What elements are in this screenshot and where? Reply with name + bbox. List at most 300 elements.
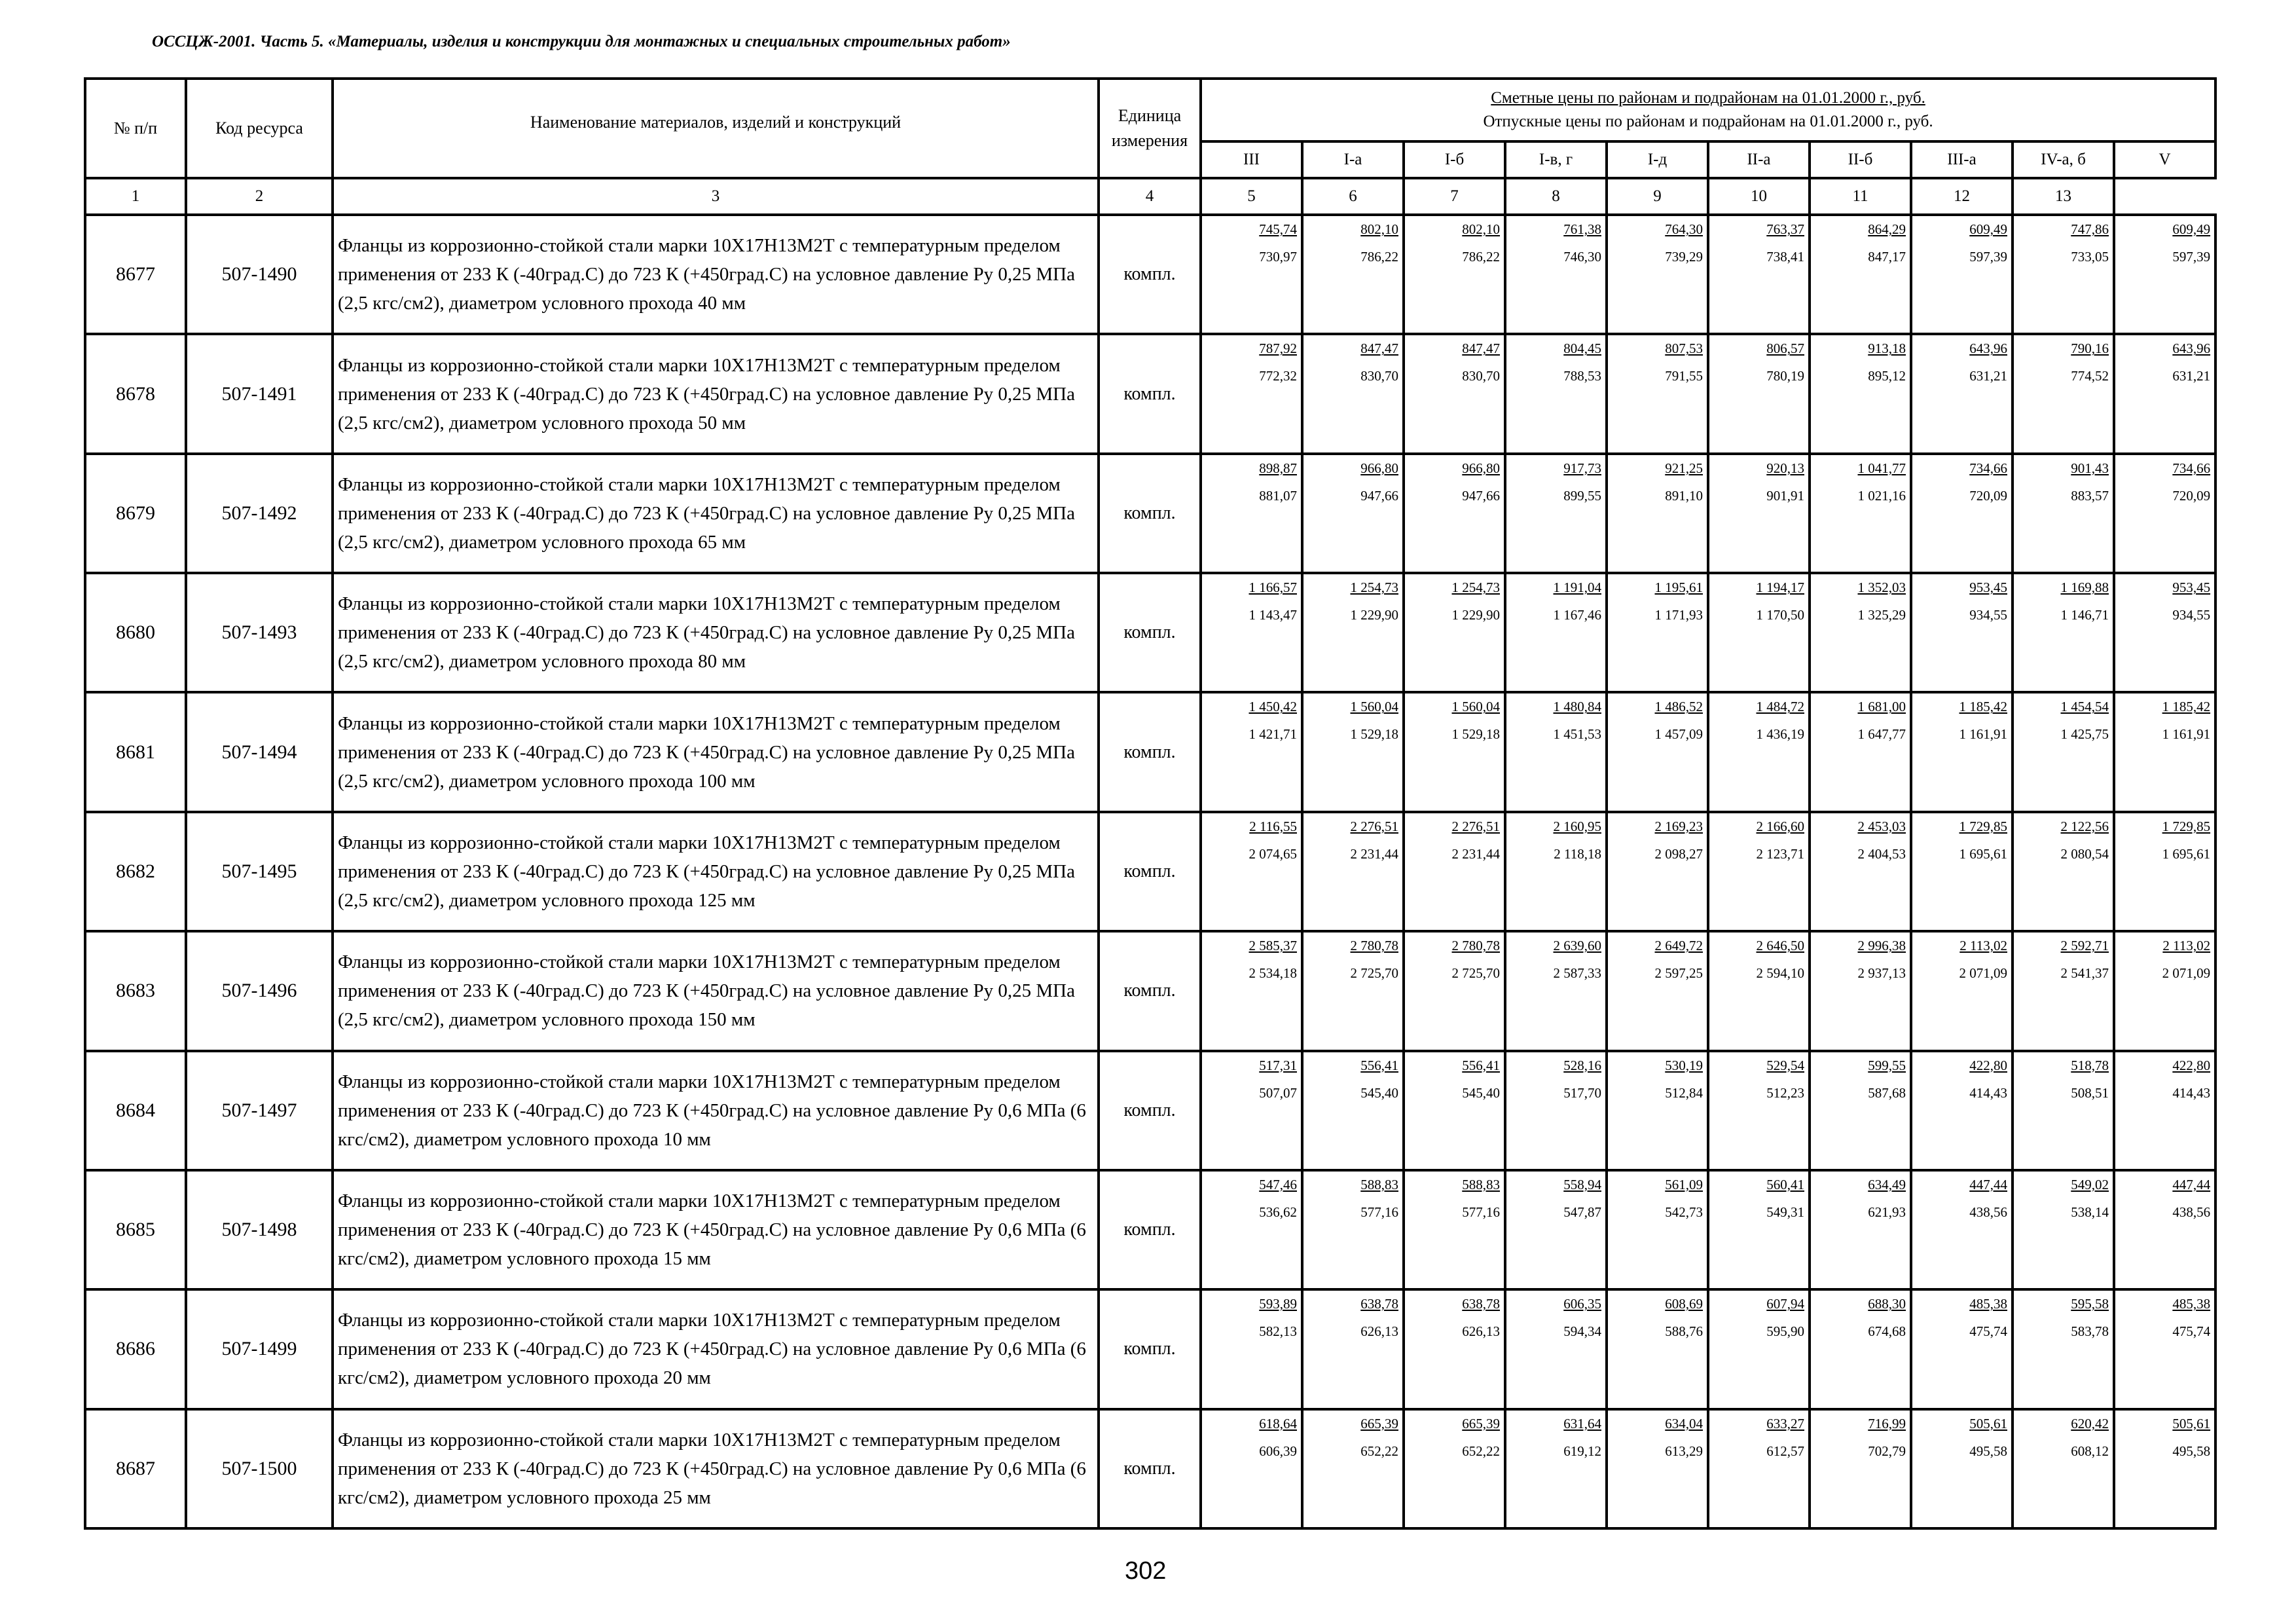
- price-cell: [1810, 692, 1911, 811]
- release-price: 947,66: [1462, 487, 1500, 504]
- price-cell: [1505, 1170, 1607, 1289]
- release-price: 438,56: [1969, 1204, 2007, 1220]
- release-price: 674,68: [1868, 1323, 1906, 1340]
- price-cell: [1607, 1170, 1708, 1289]
- price-table: [84, 77, 2217, 1530]
- resource-code: 507-1490: [186, 215, 333, 334]
- material-name: Фланцы из коррозионно-стойкой стали марки 10Х17Н13М2Т с температурным пределом применения от 233 К (-40град.С) до 723 К (+450град.С) на условное давление Ру 0,25 МПа (2,5 кгс/см2), диаметром условного прохода 150 мм: [333, 931, 1099, 1050]
- resource-code: 507-1499: [186, 1289, 333, 1409]
- unit-of-measure: компл.: [1099, 573, 1201, 692]
- price-cell: [1810, 1170, 1911, 1289]
- estimate-price: 1 254,73: [1350, 580, 1398, 596]
- resource-code: 507-1492: [186, 454, 333, 573]
- release-price: 786,22: [1462, 249, 1500, 265]
- release-price: 547,87: [1563, 1204, 1601, 1220]
- price-cell: [1201, 573, 1302, 692]
- release-price: 730,97: [1259, 249, 1297, 265]
- estimate-price: 966,80: [1360, 460, 1398, 476]
- release-price: 612,57: [1766, 1443, 1804, 1459]
- estimate-price: 549,02: [2071, 1176, 2109, 1192]
- estimate-price: 2 646,50: [1756, 938, 1804, 954]
- release-price: 746,30: [1563, 249, 1601, 265]
- price-cell: [1810, 812, 1911, 931]
- estimate-price: 556,41: [1462, 1057, 1500, 1073]
- row-number: 8686: [85, 1289, 186, 1409]
- release-price: 830,70: [1462, 368, 1500, 384]
- price-cell: [1911, 931, 2013, 1050]
- estimate-price: 953,45: [1969, 580, 2007, 596]
- price-cell: [1607, 931, 1708, 1050]
- release-price: 538,14: [2071, 1204, 2109, 1220]
- estimate-price: 2 780,78: [1451, 938, 1500, 954]
- estimate-price: 620,42: [2071, 1415, 2109, 1431]
- release-price: 720,09: [1969, 487, 2007, 504]
- estimate-price: 966,80: [1462, 460, 1500, 476]
- price-cell: [1607, 454, 1708, 573]
- release-price: 2 725,70: [1350, 965, 1398, 982]
- table-row: [85, 334, 2215, 453]
- release-price: 549,31: [1766, 1204, 1804, 1220]
- resource-code: 507-1497: [186, 1051, 333, 1170]
- estimate-price: 953,45: [2172, 580, 2211, 596]
- material-name: Фланцы из коррозионно-стойкой стали марки 10Х17Н13М2Т с температурным пределом применения от 233 К (-40град.С) до 723 К (+450град.С) на условное давление Ру 0,25 МПа (2,5 кгс/см2), диаметром условного прохода 80 мм: [333, 573, 1099, 692]
- price-cell: [1708, 1170, 1810, 1289]
- estimate-price: 1 169,88: [2060, 580, 2109, 596]
- table-row: [85, 1289, 2215, 1409]
- estimate-price: 1 560,04: [1451, 699, 1500, 715]
- release-price: 1 161,91: [2162, 726, 2211, 743]
- estimate-price: 1 560,04: [1350, 699, 1398, 715]
- header-region: V: [2114, 141, 2215, 178]
- price-cell: [1302, 692, 1404, 811]
- price-cell: [2114, 812, 2215, 931]
- release-price: 619,12: [1563, 1443, 1601, 1459]
- material-name: Фланцы из коррозионно-стойкой стали марки 10Х17Н13М2Т с температурным пределом применения от 233 К (-40град.С) до 723 К (+450град.С) на условное давление Ру 0,25 МПа (2,5 кгс/см2), диаметром условного прохода 100 мм: [333, 692, 1099, 811]
- column-number: 2: [186, 178, 333, 215]
- release-price: 545,40: [1360, 1084, 1398, 1101]
- estimate-price: 2 639,60: [1553, 938, 1601, 954]
- release-price: 652,22: [1360, 1443, 1398, 1459]
- release-price: 883,57: [2071, 487, 2109, 504]
- table-row: [85, 573, 2215, 692]
- estimate-price: 2 113,02: [2162, 938, 2211, 954]
- release-price: 2 074,65: [1248, 845, 1297, 862]
- estimate-price: 745,74: [1259, 221, 1297, 237]
- estimate-price: 2 453,03: [1857, 818, 1906, 834]
- release-price: 1 229,90: [1451, 607, 1500, 623]
- release-price: 901,91: [1766, 487, 1804, 504]
- estimate-price: 631,64: [1563, 1415, 1601, 1431]
- release-price: 606,39: [1259, 1443, 1297, 1459]
- estimate-price: 1 450,42: [1248, 699, 1297, 715]
- release-price: 507,07: [1259, 1084, 1297, 1101]
- release-price: 733,05: [2071, 249, 2109, 265]
- price-cell: [1201, 454, 1302, 573]
- release-price: 542,73: [1665, 1204, 1703, 1220]
- price-cell: [2013, 334, 2114, 453]
- price-cell: [2013, 1409, 2114, 1528]
- price-cell: [1810, 1051, 1911, 1170]
- estimate-price: 2 996,38: [1857, 938, 1906, 954]
- price-cell: [1911, 573, 2013, 692]
- release-price: 438,56: [2172, 1204, 2211, 1220]
- row-number: 8680: [85, 573, 186, 692]
- release-price: 788,53: [1563, 368, 1601, 384]
- estimate-price: 763,37: [1766, 221, 1804, 237]
- estimate-price: 2 122,56: [2060, 818, 2109, 834]
- price-cell: [2013, 1051, 2114, 1170]
- release-price: 2 231,44: [1451, 845, 1500, 862]
- header-prices-estimate: Сметные цены по районам и подрайонам на 01.01.2000 г., руб.: [1491, 89, 1925, 107]
- material-name: Фланцы из коррозионно-стойкой стали марки 10Х17Н13М2Т с температурным пределом применения от 233 К (-40град.С) до 723 К (+450град.С) на условное давление Ру 0,6 МПа (6 кгс/см2), диаметром условного прохода 20 мм: [333, 1289, 1099, 1409]
- price-cell: [1302, 931, 1404, 1050]
- price-cell: [2114, 1170, 2215, 1289]
- release-price: 2 071,09: [2162, 965, 2211, 982]
- estimate-price: 558,94: [1563, 1176, 1601, 1192]
- release-price: 652,22: [1462, 1443, 1500, 1459]
- estimate-price: 1 195,61: [1654, 580, 1703, 596]
- estimate-price: 1 185,42: [2162, 699, 2211, 715]
- release-price: 1 161,91: [1959, 726, 2007, 743]
- unit-of-measure: компл.: [1099, 692, 1201, 811]
- unit-of-measure: компл.: [1099, 1051, 1201, 1170]
- estimate-price: 1 480,84: [1553, 699, 1601, 715]
- price-cell: [2114, 573, 2215, 692]
- price-cell: [1708, 692, 1810, 811]
- price-cell: [1302, 215, 1404, 334]
- estimate-price: 2 116,55: [1249, 818, 1297, 834]
- estimate-price: 790,16: [2071, 341, 2109, 357]
- price-cell: [1911, 1051, 2013, 1170]
- estimate-price: 734,66: [2172, 460, 2211, 476]
- estimate-price: 588,83: [1360, 1176, 1398, 1192]
- material-name: Фланцы из коррозионно-стойкой стали марки 10Х17Н13М2Т с температурным пределом применения от 233 К (-40град.С) до 723 К (+450град.С) на условное давление Ру 0,25 МПа (2,5 кгс/см2), диаметром условного прохода 50 мм: [333, 334, 1099, 453]
- price-cell: [1607, 1409, 1708, 1528]
- table-row: [85, 812, 2215, 931]
- estimate-price: 1 352,03: [1857, 580, 1906, 596]
- estimate-price: 638,78: [1360, 1296, 1398, 1312]
- release-price: 2 123,71: [1756, 845, 1804, 862]
- price-cell: [1505, 1289, 1607, 1409]
- release-price: 626,13: [1462, 1323, 1500, 1340]
- column-number: 7: [1404, 178, 1505, 215]
- price-cell: [1810, 1409, 1911, 1528]
- estimate-price: 422,80: [2172, 1057, 2211, 1073]
- estimate-price: 447,44: [1969, 1176, 2007, 1192]
- price-cell: [1201, 215, 1302, 334]
- estimate-price: 547,46: [1259, 1176, 1297, 1192]
- header-region: I-в, г: [1505, 141, 1607, 178]
- price-cell: [1505, 215, 1607, 334]
- price-cell: [1404, 573, 1505, 692]
- release-price: 2 231,44: [1350, 845, 1398, 862]
- release-price: 414,43: [2172, 1084, 2211, 1101]
- table-row: [85, 454, 2215, 573]
- price-cell: [1201, 1051, 1302, 1170]
- release-price: 2 098,27: [1654, 845, 1703, 862]
- price-cell: [1911, 334, 2013, 453]
- price-cell: [1404, 454, 1505, 573]
- estimate-price: 688,30: [1868, 1296, 1906, 1312]
- release-price: 2 118,18: [1554, 845, 1601, 862]
- price-cell: [2013, 812, 2114, 931]
- price-cell: [1404, 692, 1505, 811]
- release-price: 597,39: [1969, 249, 2007, 265]
- release-price: 577,16: [1360, 1204, 1398, 1220]
- release-price: 517,70: [1563, 1084, 1601, 1101]
- estimate-price: 634,04: [1665, 1415, 1703, 1431]
- price-cell: [1607, 334, 1708, 453]
- price-cell: [2114, 334, 2215, 453]
- resource-code: 507-1495: [186, 812, 333, 931]
- estimate-price: 921,25: [1665, 460, 1703, 476]
- estimate-price: 1 194,17: [1756, 580, 1804, 596]
- estimate-price: 1 454,54: [2060, 699, 2109, 715]
- release-price: 739,29: [1665, 249, 1703, 265]
- table-row: [85, 1051, 2215, 1170]
- price-cell: [1505, 334, 1607, 453]
- price-cell: [1302, 1289, 1404, 1409]
- unit-of-measure: компл.: [1099, 454, 1201, 573]
- estimate-price: 1 484,72: [1756, 699, 1804, 715]
- release-price: 1 529,18: [1451, 726, 1500, 743]
- release-price: 1 143,47: [1248, 607, 1297, 623]
- price-cell: [1505, 573, 1607, 692]
- estimate-price: 898,87: [1259, 460, 1297, 476]
- release-price: 475,74: [1969, 1323, 2007, 1340]
- estimate-price: 485,38: [1969, 1296, 2007, 1312]
- price-cell: [1404, 1170, 1505, 1289]
- release-price: 597,39: [2172, 249, 2211, 265]
- release-price: 1 425,75: [2060, 726, 2109, 743]
- release-price: 1 457,09: [1654, 726, 1703, 743]
- price-cell: [1911, 1170, 2013, 1289]
- release-price: 495,58: [2172, 1443, 2211, 1459]
- material-name: Фланцы из коррозионно-стойкой стали марки 10Х17Н13М2Т с температурным пределом применения от 233 К (-40град.С) до 723 К (+450град.С) на условное давление Ру 0,6 МПа (6 кгс/см2), диаметром условного прохода 25 мм: [333, 1409, 1099, 1528]
- release-price: 475,74: [2172, 1323, 2211, 1340]
- table-row: [85, 692, 2215, 811]
- price-cell: [1404, 1051, 1505, 1170]
- release-price: 1 170,50: [1756, 607, 1804, 623]
- material-name: Фланцы из коррозионно-стойкой стали марки 10Х17Н13М2Т с температурным пределом применения от 233 К (-40град.С) до 723 К (+450град.С) на условное давление Ру 0,6 МПа (6 кгс/см2), диаметром условного прохода 15 мм: [333, 1170, 1099, 1289]
- estimate-price: 599,55: [1868, 1057, 1906, 1073]
- page-header: ОССЦЖ-2001. Часть 5. «Материалы, изделия и конструкции для монтажных и специальных строительных работ»: [152, 33, 1011, 50]
- column-number: 12: [1911, 178, 2013, 215]
- estimate-price: 530,19: [1665, 1057, 1703, 1073]
- resource-code: 507-1500: [186, 1409, 333, 1528]
- column-number: 10: [1708, 178, 1810, 215]
- release-price: 2 725,70: [1451, 965, 1500, 982]
- estimate-price: 806,57: [1766, 341, 1804, 357]
- price-cell: [1505, 812, 1607, 931]
- estimate-price: 1 729,85: [1959, 818, 2007, 834]
- estimate-price: 422,80: [1969, 1057, 2007, 1073]
- table-row: [85, 215, 2215, 334]
- column-number: 13: [2013, 178, 2114, 215]
- estimate-price: 1 729,85: [2162, 818, 2211, 834]
- unit-of-measure: компл.: [1099, 1289, 1201, 1409]
- release-price: 536,62: [1259, 1204, 1297, 1220]
- release-price: 2 071,09: [1959, 965, 2007, 982]
- release-price: 2 541,37: [2060, 965, 2109, 982]
- price-cell: [2114, 1051, 2215, 1170]
- price-cell: [1302, 1170, 1404, 1289]
- estimate-price: 505,61: [2172, 1415, 2211, 1431]
- price-cell: [1708, 215, 1810, 334]
- estimate-price: 917,73: [1563, 460, 1601, 476]
- release-price: 583,78: [2071, 1323, 2109, 1340]
- estimate-price: 2 585,37: [1248, 938, 1297, 954]
- price-cell: [2013, 692, 2114, 811]
- release-price: 595,90: [1766, 1323, 1804, 1340]
- unit-of-measure: компл.: [1099, 931, 1201, 1050]
- estimate-price: 2 166,60: [1756, 818, 1804, 834]
- row-number: 8679: [85, 454, 186, 573]
- release-price: 2 080,54: [2060, 845, 2109, 862]
- estimate-price: 804,45: [1563, 341, 1601, 357]
- estimate-price: 607,94: [1766, 1296, 1804, 1312]
- estimate-price: 2 780,78: [1350, 938, 1398, 954]
- release-price: 1 229,90: [1350, 607, 1398, 623]
- estimate-price: 2 160,95: [1553, 818, 1601, 834]
- price-cell: [1810, 215, 1911, 334]
- price-cell: [2013, 1289, 2114, 1409]
- estimate-price: 517,31: [1259, 1057, 1297, 1073]
- price-cell: [1911, 692, 2013, 811]
- resource-code: 507-1494: [186, 692, 333, 811]
- price-cell: [1607, 1289, 1708, 1409]
- estimate-price: 556,41: [1360, 1057, 1398, 1073]
- release-price: 891,10: [1665, 487, 1703, 504]
- release-price: 947,66: [1360, 487, 1398, 504]
- price-cell: [2114, 1289, 2215, 1409]
- estimate-price: 643,96: [2172, 341, 2211, 357]
- estimate-price: 595,58: [2071, 1296, 2109, 1312]
- price-cell: [1607, 573, 1708, 692]
- release-price: 512,23: [1766, 1084, 1804, 1101]
- release-price: 786,22: [1360, 249, 1398, 265]
- release-price: 613,29: [1665, 1443, 1703, 1459]
- price-cell: [1708, 1289, 1810, 1409]
- price-cell: [2013, 931, 2114, 1050]
- release-price: 702,79: [1868, 1443, 1906, 1459]
- price-cell: [1302, 454, 1404, 573]
- release-price: 621,93: [1868, 1204, 1906, 1220]
- resource-code: 507-1491: [186, 334, 333, 453]
- price-cell: [1607, 215, 1708, 334]
- price-cell: [1302, 1409, 1404, 1528]
- price-cell: [1607, 1051, 1708, 1170]
- row-number: 8684: [85, 1051, 186, 1170]
- estimate-price: 716,99: [1868, 1415, 1906, 1431]
- column-number: 4: [1099, 178, 1201, 215]
- price-cell: [1201, 1170, 1302, 1289]
- estimate-price: 761,38: [1563, 221, 1601, 237]
- release-price: 608,12: [2071, 1443, 2109, 1459]
- price-cell: [1810, 334, 1911, 453]
- price-cell: [1404, 931, 1505, 1050]
- header-region: III-а: [1911, 141, 2013, 178]
- material-name: Фланцы из коррозионно-стойкой стали марки 10Х17Н13М2Т с температурным пределом применения от 233 К (-40град.С) до 723 К (+450град.С) на условное давление Ру 0,6 МПа (6 кгс/см2), диаметром условного прохода 10 мм: [333, 1051, 1099, 1170]
- price-cell: [1201, 1289, 1302, 1409]
- column-number: 6: [1302, 178, 1404, 215]
- price-cell: [1201, 812, 1302, 931]
- estimate-price: 588,83: [1462, 1176, 1500, 1192]
- header-unit: Единица измерения: [1099, 79, 1201, 178]
- release-price: 2 937,13: [1857, 965, 1906, 982]
- estimate-price: 1 166,57: [1248, 580, 1297, 596]
- estimate-price: 1 041,77: [1857, 460, 1906, 476]
- column-number: 8: [1505, 178, 1607, 215]
- material-name: Фланцы из коррозионно-стойкой стали марки 10Х17Н13М2Т с температурным пределом применения от 233 К (-40град.С) до 723 К (+450град.С) на условное давление Ру 0,25 МПа (2,5 кгс/см2), диаметром условного прохода 65 мм: [333, 454, 1099, 573]
- release-price: 2 404,53: [1857, 845, 1906, 862]
- material-name: Фланцы из коррозионно-стойкой стали марки 10Х17Н13М2Т с температурным пределом применения от 233 К (-40град.С) до 723 К (+450град.С) на условное давление Ру 0,25 МПа (2,5 кгс/см2), диаметром условного прохода 40 мм: [333, 215, 1099, 334]
- estimate-price: 561,09: [1665, 1176, 1703, 1192]
- price-cell: [1201, 334, 1302, 453]
- price-cell: [1201, 692, 1302, 811]
- release-price: 2 587,33: [1553, 965, 1601, 982]
- unit-of-measure: компл.: [1099, 1170, 1201, 1289]
- header-code: Код ресурса: [186, 79, 333, 178]
- price-cell: [1404, 334, 1505, 453]
- header-region: I-б: [1404, 141, 1505, 178]
- release-price: 2 594,10: [1756, 965, 1804, 982]
- price-cell: [1302, 812, 1404, 931]
- release-price: 577,16: [1462, 1204, 1500, 1220]
- estimate-price: 864,29: [1868, 221, 1906, 237]
- header-region: II-б: [1810, 141, 1911, 178]
- page-number: 302: [1125, 1557, 1167, 1585]
- release-price: 780,19: [1766, 368, 1804, 384]
- release-price: 1 647,77: [1857, 726, 1906, 743]
- price-cell: [2013, 215, 2114, 334]
- estimate-price: 2 649,72: [1654, 938, 1703, 954]
- row-number: 8678: [85, 334, 186, 453]
- unit-of-measure: компл.: [1099, 1409, 1201, 1528]
- price-cell: [2013, 1170, 2114, 1289]
- header-prices-release: Отпускные цены по районам и подрайонам на 01.01.2000 г., руб.: [1483, 113, 1933, 130]
- release-price: 791,55: [1665, 368, 1703, 384]
- release-price: 1 021,16: [1857, 487, 1906, 504]
- estimate-price: 528,16: [1563, 1057, 1601, 1073]
- header-region: III: [1201, 141, 1302, 178]
- release-price: 934,55: [2172, 607, 2211, 623]
- price-cell: [1911, 1289, 2013, 1409]
- header-region: II-а: [1708, 141, 1810, 178]
- price-cell: [1708, 334, 1810, 453]
- price-cell: [1505, 1409, 1607, 1528]
- resource-code: 507-1493: [186, 573, 333, 692]
- price-cell: [1404, 1409, 1505, 1528]
- release-price: 2 597,25: [1654, 965, 1703, 982]
- price-cell: [2114, 454, 2215, 573]
- release-price: 631,21: [1969, 368, 2007, 384]
- price-cell: [1201, 931, 1302, 1050]
- estimate-price: 643,96: [1969, 341, 2007, 357]
- price-cell: [2114, 1409, 2215, 1528]
- price-cell: [1911, 1409, 2013, 1528]
- estimate-price: 618,64: [1259, 1415, 1297, 1431]
- header-prices: [1201, 79, 2215, 141]
- estimate-price: 634,49: [1868, 1176, 1906, 1192]
- price-cell: [1911, 454, 2013, 573]
- price-cell: [1708, 1409, 1810, 1528]
- release-price: 414,43: [1969, 1084, 2007, 1101]
- estimate-price: 787,92: [1259, 341, 1297, 357]
- row-number: 8687: [85, 1409, 186, 1528]
- price-cell: [1404, 812, 1505, 931]
- price-cell: [2114, 215, 2215, 334]
